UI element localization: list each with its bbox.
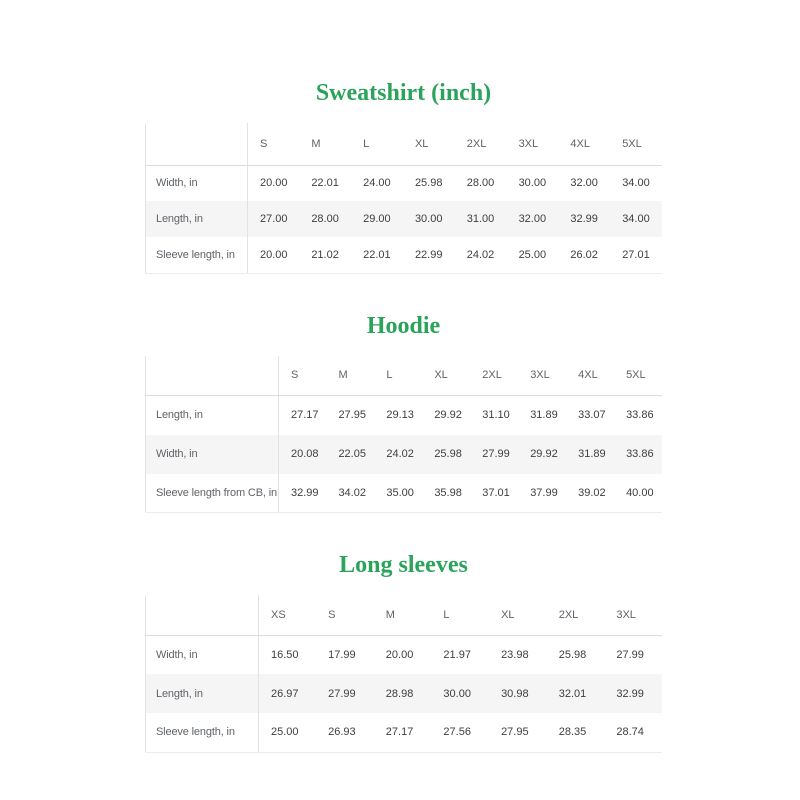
measurement-value: 31.89 [578, 448, 606, 460]
measurement-value: 32.00 [570, 177, 598, 190]
section-sweatshirt [145, 79, 662, 274]
measurement-value: 27.95 [489, 713, 547, 752]
measurement-row [146, 396, 663, 435]
measurement-value: 24.00 [363, 177, 391, 190]
size-column-header: XL [422, 356, 470, 396]
measurement-value: 30.00 [414, 213, 443, 225]
measurement-value: 25.98 [434, 448, 462, 460]
measurement-value: 26.93 [316, 713, 374, 752]
size-column-header: 3XL [604, 595, 662, 635]
measurement-value: 30.00 [518, 177, 547, 190]
measurement-value: 34.02 [326, 474, 374, 513]
size-column-header: 3XL [507, 123, 559, 165]
size-column-header: L [351, 123, 403, 165]
size-column-header: XS [259, 595, 317, 635]
measurement-value: 25.98 [414, 177, 443, 190]
measurement-row-label: Width, in [146, 165, 248, 201]
measurement-value: 22.05 [338, 448, 366, 460]
hoodie-size-table [145, 356, 662, 514]
measurement-value: 40.00 [614, 474, 662, 513]
measurement-value: 30.98 [501, 687, 529, 700]
measurement-value: 30.00 [443, 687, 471, 700]
size-column-header: XL [403, 123, 455, 165]
measurement-row-label: Length, in [146, 396, 279, 435]
measurement-value: 20.08 [291, 448, 319, 460]
size-column-header: 2XL [547, 595, 605, 635]
measurement-value: 31.00 [466, 213, 495, 225]
size-column-header: L [374, 356, 422, 396]
size-header-row [146, 356, 663, 396]
measurement-value: 29.13 [386, 409, 414, 422]
measurement-value: 22.01 [311, 177, 339, 190]
size-column-header: 3XL [518, 356, 566, 396]
size-column-header: 4XL [558, 123, 610, 165]
measurement-row-label: Length, in [146, 674, 259, 713]
measurement-value: 21.02 [299, 237, 351, 273]
measurement-value: 28.00 [311, 213, 339, 225]
measurement-row [146, 674, 663, 713]
size-header-row [146, 123, 663, 165]
sweatshirt-size-table [145, 123, 662, 274]
measurement-value: 29.92 [530, 448, 558, 460]
measurement-value: 27.17 [291, 409, 319, 422]
measurement-value: 25.00 [259, 713, 317, 752]
measurement-value: 33.07 [578, 409, 606, 422]
hoodie-title: Hoodie [366, 312, 441, 339]
measurement-value: 39.02 [566, 474, 614, 513]
measurement-value: 28.98 [385, 687, 414, 700]
measurement-value: 24.02 [386, 448, 414, 460]
measurement-value: 32.99 [570, 213, 598, 225]
corner-cell [146, 356, 279, 396]
section-hoodie [145, 312, 662, 514]
sweatshirt-title: Sweatshirt (inch) [315, 80, 492, 106]
measurement-value: 28.00 [466, 177, 495, 190]
measurement-row-label: Length, in [146, 201, 248, 237]
corner-cell [146, 123, 248, 165]
measurement-value: 29.92 [434, 409, 462, 422]
measurement-value: 37.99 [518, 474, 566, 513]
measurement-value: 32.99 [279, 474, 327, 513]
measurement-value: 32.01 [558, 687, 587, 700]
measurement-value: 32.00 [518, 213, 547, 225]
measurement-value: 25.00 [507, 237, 559, 273]
measurement-value: 27.01 [610, 237, 662, 273]
measurement-row [146, 435, 663, 474]
measurement-row-label: Width, in [146, 435, 279, 474]
corner-cell [146, 595, 259, 635]
measurement-value: 27.17 [374, 713, 432, 752]
measurement-value: 25.98 [558, 648, 587, 661]
measurement-value: 20.00 [248, 237, 300, 273]
measurement-row [146, 165, 663, 201]
measurement-row [146, 201, 663, 237]
measurement-value: 16.50 [271, 648, 299, 661]
measurement-value: 35.98 [422, 474, 470, 513]
size-column-header: 2XL [455, 123, 507, 165]
measurement-row-label: Sleeve length, in [146, 713, 259, 752]
measurement-value: 23.98 [501, 648, 529, 661]
measurement-row-label: Sleeve length from CB, in [146, 474, 279, 513]
measurement-row [146, 713, 663, 752]
long-sleeves-size-table [145, 595, 662, 753]
measurement-value: 22.01 [351, 237, 403, 273]
measurement-value: 27.00 [260, 213, 288, 225]
size-column-header: M [374, 595, 432, 635]
size-column-header: S [279, 356, 327, 396]
long-sleeves-title: Long sleeves [339, 552, 468, 578]
measurement-value: 21.97 [443, 648, 471, 661]
measurement-row-label: Width, in [146, 635, 259, 674]
measurement-value: 27.56 [431, 713, 489, 752]
size-column-header: 5XL [610, 123, 662, 165]
measurement-value: 33.86 [626, 409, 654, 422]
size-column-header: 2XL [470, 356, 518, 396]
measurement-row [146, 474, 663, 513]
size-column-header: M [299, 123, 351, 165]
measurement-value: 35.00 [374, 474, 422, 513]
measurement-value: 27.99 [328, 687, 356, 700]
size-column-header: M [326, 356, 374, 396]
measurement-value: 31.10 [482, 409, 510, 422]
size-column-header: XL [489, 595, 547, 635]
measurement-value: 33.86 [626, 448, 654, 460]
measurement-value: 26.97 [271, 687, 299, 700]
measurement-value: 34.00 [622, 177, 650, 190]
size-column-header: L [431, 595, 489, 635]
measurement-value: 27.99 [482, 448, 510, 460]
size-column-header: S [248, 123, 300, 165]
measurement-value: 17.99 [328, 648, 356, 661]
measurement-value: 24.02 [455, 237, 507, 273]
size-header-row [146, 595, 663, 635]
measurement-value: 27.99 [616, 648, 644, 661]
measurement-value: 34.00 [622, 213, 650, 225]
size-column-header: 5XL [614, 356, 662, 396]
measurement-value: 37.01 [470, 474, 518, 513]
measurement-value: 28.74 [604, 713, 662, 752]
measurement-row-label: Sleeve length, in [146, 237, 248, 273]
measurement-value: 28.35 [547, 713, 605, 752]
measurement-value: 27.95 [338, 409, 366, 422]
measurement-row [146, 237, 663, 273]
measurement-value: 20.00 [385, 648, 414, 661]
measurement-value: 22.99 [403, 237, 455, 273]
measurement-row [146, 635, 663, 674]
measurement-value: 29.00 [363, 213, 391, 225]
size-column-header: S [316, 595, 374, 635]
measurement-value: 31.89 [530, 409, 558, 422]
measurement-value: 26.02 [558, 237, 610, 273]
measurement-value: 32.99 [616, 687, 644, 700]
section-long-sleeves [145, 551, 662, 753]
size-column-header: 4XL [566, 356, 614, 396]
measurement-value: 20.00 [260, 177, 288, 190]
